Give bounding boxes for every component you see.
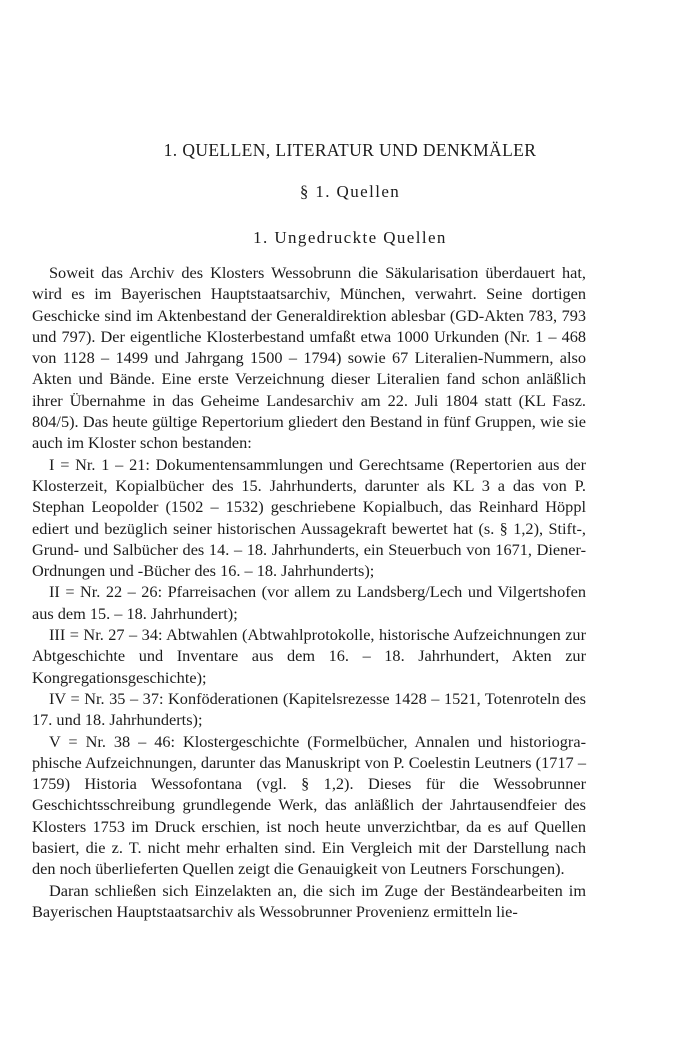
paragraph-individual-files: Daran schließen sich Einzelakten an, die sich im Zuge der Beständearbeiten im Bayerischen Hauptstaatsarchiv als Wessobrunner Provenienz ermitteln lie-: [32, 880, 586, 921]
paragraph-group-2: II = Nr. 22 – 26: Pfarreisachen (vor allem zu Landsberg/Lech und Vilgertshofen aus dem 15. – 18. Jahrhundert);: [32, 582, 586, 623]
paragraph-group-4: IV = Nr. 35 – 37: Konföderationen (Kapitelsrezesse 1428 – 1521, Totenroteln des 17. und 18. Jahrhunderts);: [32, 688, 586, 730]
body-text: [32, 262, 586, 922]
paragraph-group-5: V = Nr. 38 – 46: Klostergeschichte (Formelbücher, Annalen und historiographische Aufzeichnungen, darunter das Manuskript von P. Coelestin Leutners (1717 – 1759) Historia Wessofontana (vgl. § 1,2). Dieses für die Wessobrunner Geschichtsschreibung grundlegende Werk, das anläßlich der Jahrtausendfeier des Klosters 1753 im Druck erschien, ist noch heute unverzichtbar, da es auf Quellen basiert, die z. T. nicht mehr erhalten sind. Ein Vergleich mit der Darstellung nach den noch überlieferten Quellen zeigt die Genauigkeit von Leutners Forschungen).: [32, 731, 586, 879]
paragraph-group-1: I = Nr. 1 – 21: Dokumentensammlungen und Gerechtsame (Repertorien aus der Klosterzeit, Kopialbücher des 15. Jahrhunderts, darunter als KL 3 a das von P. Stephan Leopolder (1502 – 1532) geschriebene Kopialbuch, das Reinhard Höppl ediert und bezüglich seiner historischen Aussagekraft bewertet hat (s. § 1,2), Stift-, Grund- und Salbücher des 14. – 18. Jahrhunderts, ein Steuerbuch von 1671, Diener-Ordnungen und -Bücher des 16. – 18. Jahrhunderts);: [32, 454, 586, 581]
paragraph-group-3: III = Nr. 27 – 34: Abtwahlen (Abtwahlprotokolle, historische Aufzeichnungen zur Abtgeschichte und Inventare aus dem 16. – 18. Jahrhundert, Akten zur Kongregationsgeschichte);: [32, 625, 586, 687]
paragraph-archive-intro: Soweit das Archiv des Klosters Wessobrunn die Säkularisation überdauert hat, wird es im Bayerischen Hauptstaatsarchiv, München, verwahrt. Seine dortigen Geschicke sind im Aktenbestand der Generaldirektion ablesbar (GD-Akten 783, 793 und 797). Der eigentliche Klosterbestand umfaßt etwa 1000 Urkunden (Nr. 1 – 468 von 1128 – 1499 und Jahrgang 1500 – 1794) sowie 67 Literalien-Nummern, also Akten und Bände. Eine erste Verzeichnung dieser Literalien fand schon anläßlich ihrer Übernahme in das Geheime Landesarchiv am 22. Juli 1804 statt (KL Fasz. 804/5). Das heute gültige Repertorium gliedert den Bestand in fünf Gruppen, wie sie auch im Kloster schon bestanden:: [32, 263, 586, 453]
section-title: § 1. Quellen: [299, 182, 401, 201]
chapter-title: 1. QUELLEN, LITERATUR UND DENKMÄLER: [163, 140, 537, 160]
subsection-title: 1. Ungedruckte Quellen: [253, 228, 447, 247]
